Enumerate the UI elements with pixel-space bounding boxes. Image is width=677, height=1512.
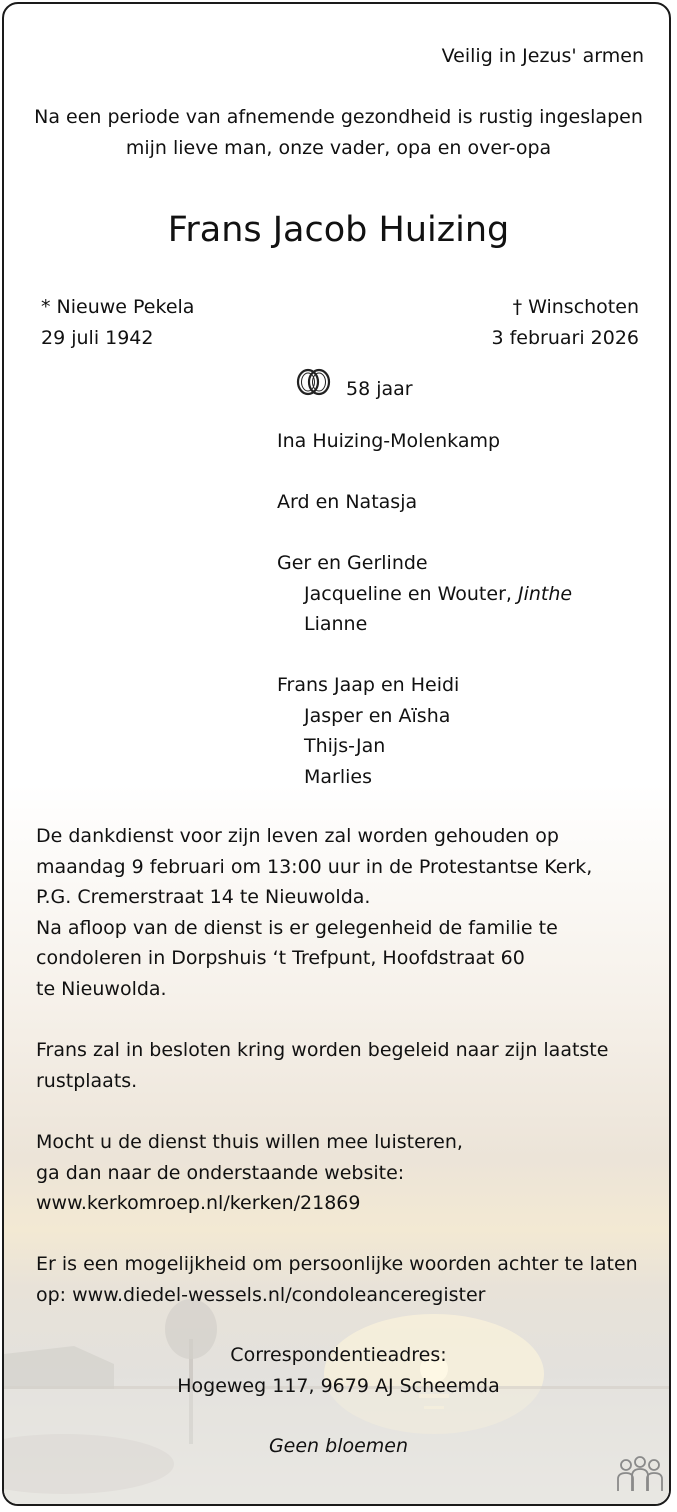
burial-line: rustplaats. — [36, 1069, 138, 1092]
grandchild-couple: Jasper en Aïsha — [304, 704, 451, 727]
death-date: 3 februari 2026 — [491, 326, 639, 349]
intro-text — [4, 102, 671, 163]
condolence-info — [36, 1249, 638, 1310]
death-info — [404, 292, 639, 353]
intro-line: mijn lieve man, onze vader, opa en over-opa — [125, 136, 552, 159]
service-line: te Nieuwolda. — [36, 977, 167, 1000]
grandchild: Marlies — [304, 765, 372, 788]
wife-name: Ina Huizing-Molenkamp — [277, 430, 501, 452]
grandchild: Lianne — [304, 613, 368, 635]
no-flowers-note — [4, 1431, 671, 1462]
great-grandchild: Jinthe — [517, 582, 573, 605]
child-couple: Ard en Natasja — [277, 491, 418, 513]
marriage-years: 58 jaar — [346, 378, 413, 400]
correspondence-label: Correspondentieadres: — [230, 1344, 447, 1366]
intro-line: Na een periode van afnemende gezondheid is rustig ingeslapen — [34, 106, 643, 128]
birth-date: 29 juli 1942 — [41, 326, 154, 349]
service-line: maandag 9 februari om 13:00 uur in de Protestantse Kerk, — [36, 855, 593, 878]
service-line: P.G. Cremerstraat 14 te Nieuwolda. — [36, 886, 371, 908]
burial-line: Frans zal in besloten kring worden begeleid naar zijn laatste — [36, 1039, 609, 1061]
service-line: condoleren in Dorpshuis ‘t Trefpunt, Hoofdstraat 60 — [36, 947, 525, 969]
livestream-url[interactable]: www.kerkomroep.nl/kerken/21869 — [36, 1192, 361, 1214]
people-group-logo-icon — [616, 1455, 664, 1495]
wedding-rings-icon — [294, 366, 334, 398]
burial-info — [36, 1035, 608, 1096]
livestream-info — [36, 1127, 463, 1219]
livestream-line: Mocht u de dienst thuis willen mee luisteren, — [36, 1131, 463, 1153]
child-couple: Frans Jaap en Heidi — [277, 674, 460, 696]
birth-info — [41, 292, 194, 353]
grandchild-line — [277, 579, 572, 610]
correspondence-info — [4, 1340, 671, 1401]
death-place: † Winschoten — [512, 296, 639, 318]
service-line: De dankdienst voor zijn leven zal worden gehouden op — [36, 825, 559, 847]
grandchild-couple: Jacqueline en Wouter, — [304, 582, 512, 605]
livestream-line: ga dan naar de onderstaande website: — [36, 1161, 405, 1184]
condolence-url[interactable]: op: www.diedel-wessels.nl/condoleanceregister — [36, 1283, 486, 1306]
no-flowers-text: Geen bloemen — [268, 1435, 409, 1457]
child-couple: Ger en Gerlinde — [277, 552, 428, 574]
motto: Veilig in Jezus' armen — [441, 45, 644, 67]
service-info — [36, 821, 592, 1004]
obituary-card — [2, 2, 671, 1506]
deceased-name: Frans Jacob Huizing — [167, 210, 510, 250]
service-line: Na afloop van de dienst is er gelegenheid de familie te — [36, 916, 558, 939]
grandchild: Thijs-Jan — [304, 735, 386, 757]
condolence-line: Er is een mogelijkheid om persoonlijke woorden achter te laten — [36, 1253, 638, 1275]
family-list — [277, 426, 572, 792]
correspondence-address: Hogeweg 117, 9679 AJ Scheemda — [177, 1374, 500, 1397]
birth-place: * Nieuwe Pekela — [41, 296, 195, 318]
